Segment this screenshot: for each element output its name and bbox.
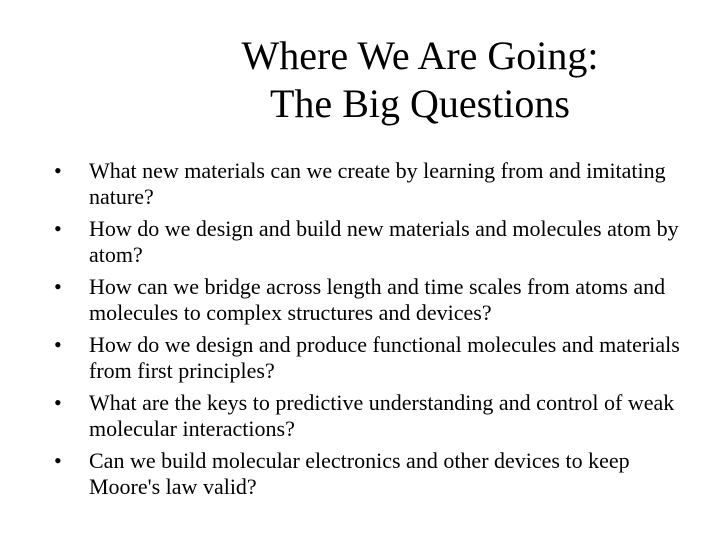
bullet-text: How do we design and build new materials and molecules atom by atom? <box>89 216 679 267</box>
bullet-text: What new materials can we create by learning from and imitating nature? <box>89 158 666 209</box>
slide-title <box>160 32 680 128</box>
bullet-list <box>54 158 694 506</box>
bullet-icon: • <box>54 448 62 473</box>
bullet-item-3 <box>54 274 694 326</box>
bullet-text: How can we bridge across length and time scales from atoms and molecules to complex structures and devices? <box>89 274 666 325</box>
bullet-item-5 <box>54 390 694 442</box>
bullet-text: What are the keys to predictive understanding and control of weak molecular interactions? <box>89 390 675 441</box>
bullet-icon: • <box>54 274 62 299</box>
title-line-2: The Big Questions <box>270 81 570 126</box>
title-line-1: Where We Are Going: <box>241 33 599 78</box>
bullet-text: How do we design and produce functional molecules and materials from first principles? <box>89 332 680 383</box>
bullet-text: Can we build molecular electronics and other devices to keep Moore's law valid? <box>89 448 630 499</box>
bullet-icon: • <box>54 390 62 415</box>
bullet-icon: • <box>54 332 62 357</box>
bullet-item-4 <box>54 332 694 384</box>
bullet-item-1 <box>54 158 694 210</box>
bullet-icon: • <box>54 216 62 241</box>
bullet-icon: • <box>54 158 62 183</box>
bullet-item-6 <box>54 448 694 500</box>
bullet-item-2 <box>54 216 694 268</box>
